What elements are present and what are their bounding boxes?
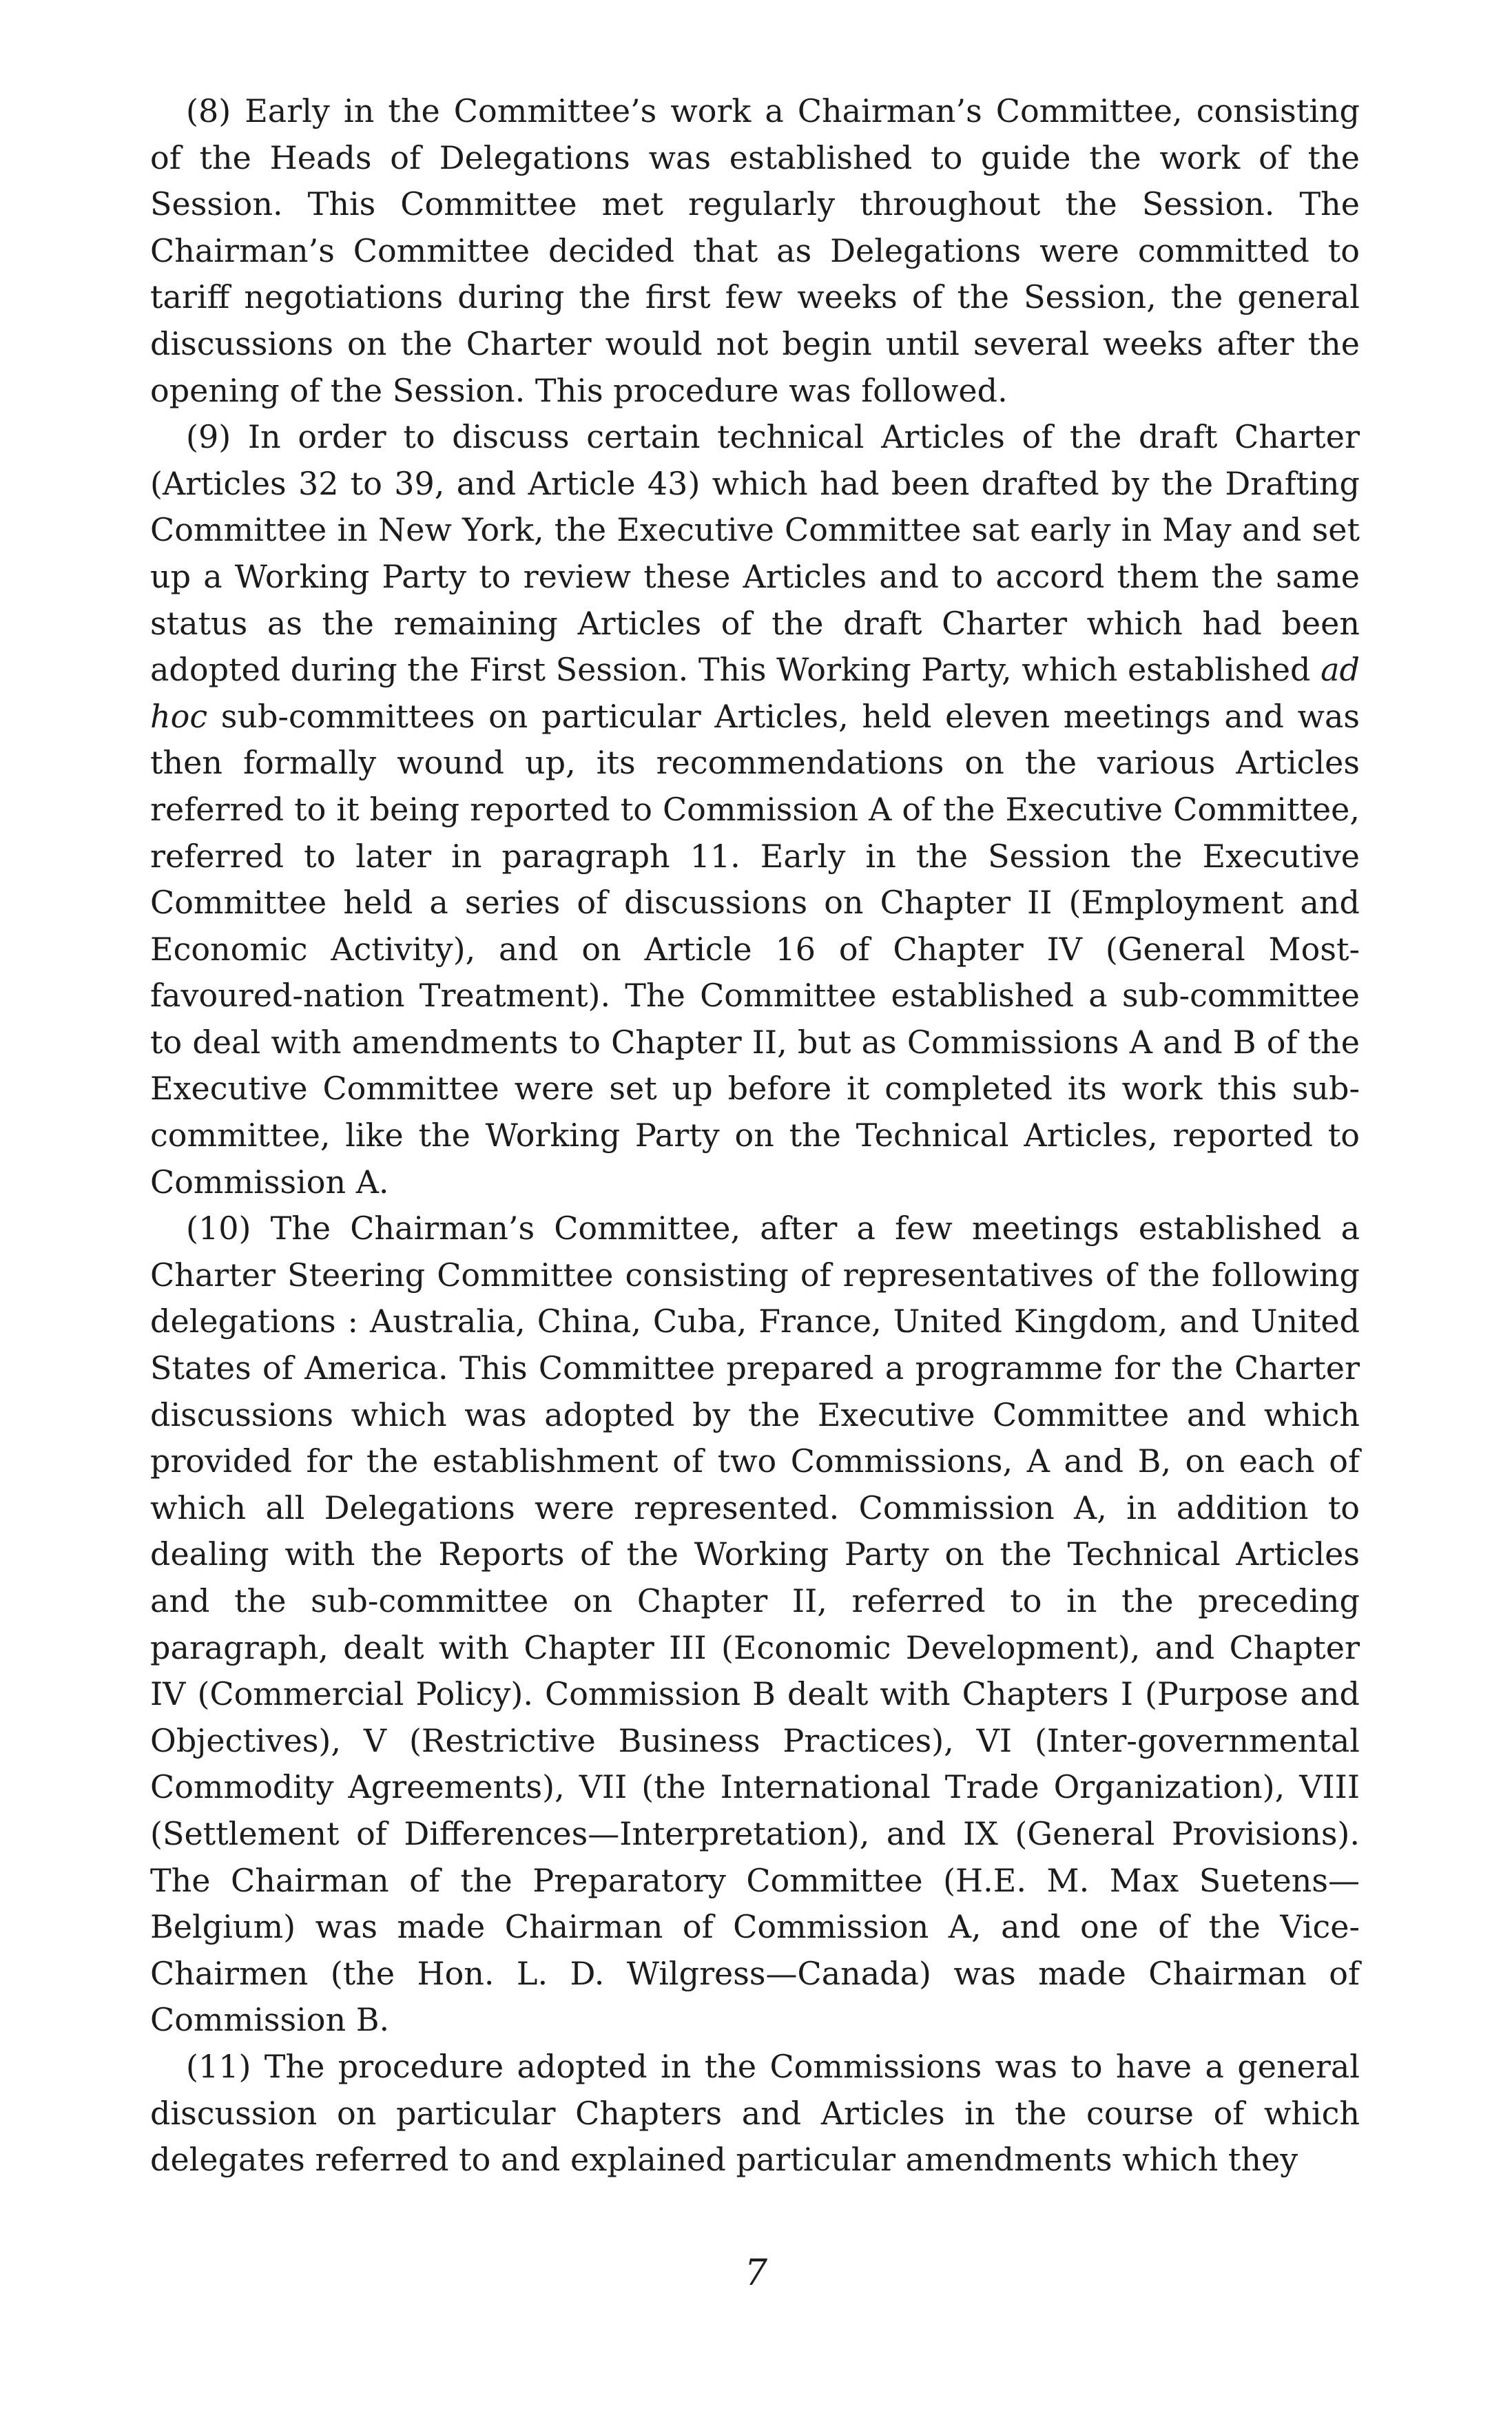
body-text [150, 88, 1360, 2184]
paragraph-11 [150, 2044, 1360, 2184]
italic-term: ad hoc [150, 651, 1360, 735]
paragraph-text: (8) Early in the Committee’s work a Chairman’s Committee, consisting of the Heads of Delegations was established to guide the work of the Session. This Committee met regularly throughout the Session. The Chairman’s Committee decided that as Delegations were committed to tariff negotiations during the first few weeks of the Session, the general discussions on the Charter would not begin until several weeks after the opening of the Session. This procedure was followed. [150, 92, 1360, 409]
paragraph-text: (10) The Chairman’s Committee, after a few meetings established a Charter Steering Committee consisting of representatives of the following delegations : Australia, China, Cuba, France, United Kingdom, and United States of America. This Committee prepared a programme for the Charter discussions which was adopted by the Executive Committee and which provided for the establishment of two Commissions, A and B, on each of which all Delegations were represented. Commission A, in addition to dealing with the Reports of the Working Party on the Technical Articles and the sub-committee on Chapter II, referred to in the preceding paragraph, dealt with Chapter III (Economic Development), and Chapter IV (Commercial Policy). Commission B dealt with Chapters I (Purpose and Objectives), V (Restrictive Business Practices), VI (Inter-governmental Commodity Agreements), VII (the International Trade Organization), VIII (Settlement of Differences—Interpretation), and IX (General Provisions). The Chairman of the Preparatory Committee (H.E. M. Max Suetens—Belgium) was made Chairman of Commission A, and one of the Vice-Chairmen (the Hon. L. D. Wilgress—Canada) was made Chairman of Commission B. [150, 1210, 1360, 2039]
paragraph-text: sub-committees on particular Articles, held eleven meetings and was then formally wound up, its recommendations on the various Articles referred to it being reported to Commission A of the Executive Committee, referred to later in paragraph 11. Early in the Session the Executive Committee held a series of discussions on Chapter II (Employment and Economic Activity), and on Article 16 of Chapter IV (General Most-favoured-nation Treatment). The Committee established a sub-committee to deal with amendments to Chapter II, but as Commissions A and B of the Executive Committee were set up before it completed its work this sub-committee, like the Working Party on the Technical Articles, reported to Commission A. [150, 697, 1360, 1201]
paragraph-10 [150, 1205, 1360, 2044]
page-number: 7 [744, 2252, 768, 2294]
paragraph-text: (9) In order to discuss certain technical Articles of the draft Charter (Articles 32 to 39, and Article 43) which had been drafted by the Drafting Committee in New York, the Executive Committee sat early in May and set up a Working Party to review these Articles and to accord them the same status as the remaining Articles of the draft Charter which had been adopted during the First Session. This Working Party, which established [150, 418, 1360, 689]
paragraph-8 [150, 88, 1360, 414]
paragraph-9 [150, 414, 1360, 1205]
paragraph-text: (11) The procedure adopted in the Commissions was to have a general discussion on particular Chapters and Articles in the course of which delegates referred to and explained particular amendments which they [150, 2047, 1360, 2179]
